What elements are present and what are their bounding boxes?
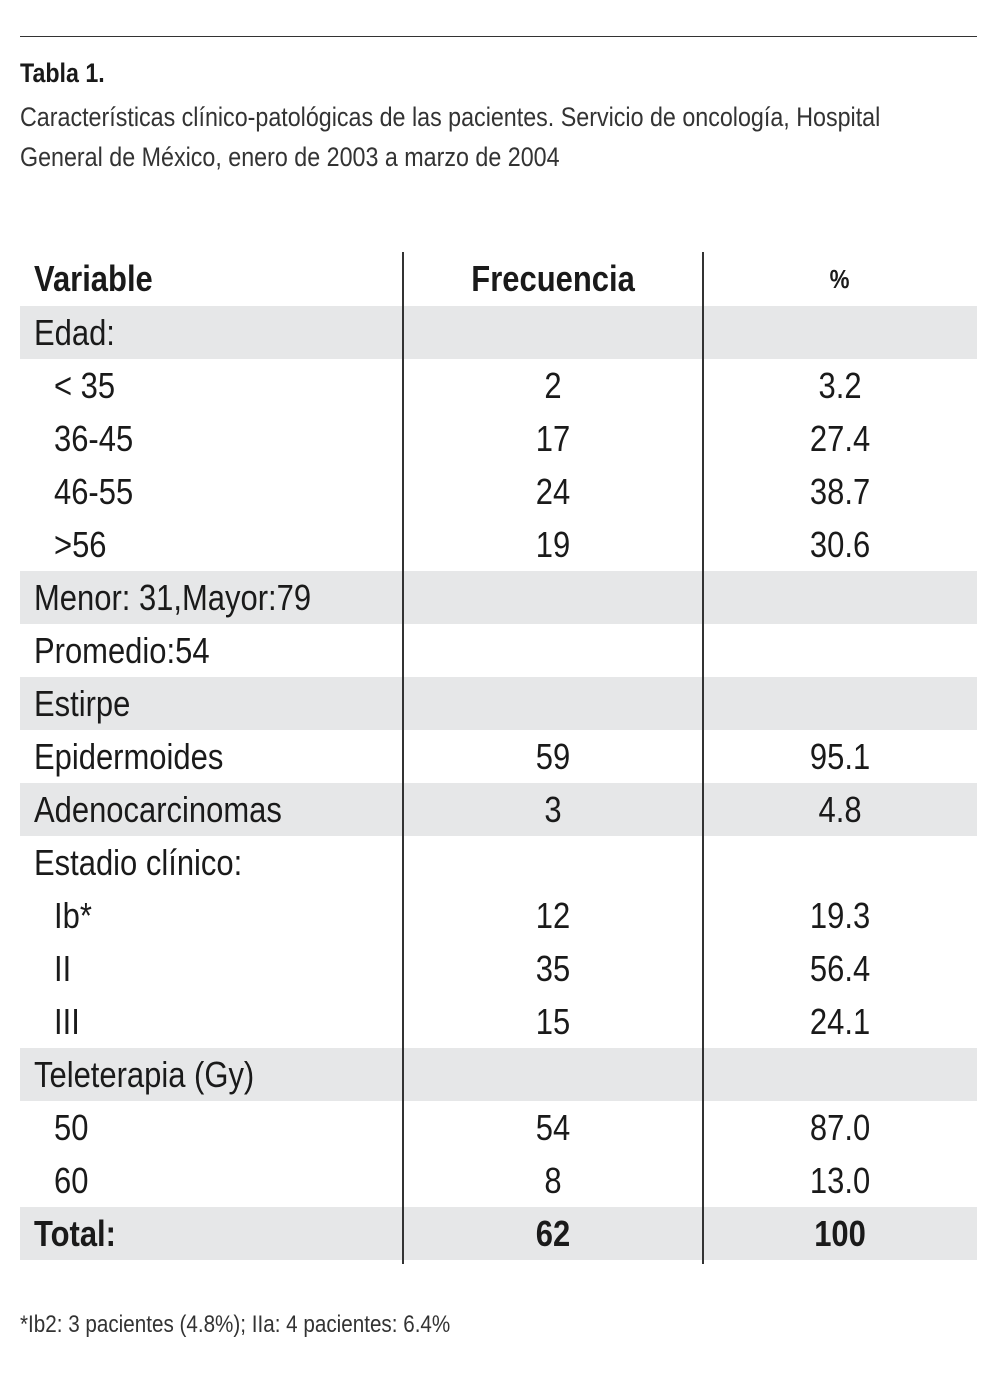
cell-percent [703,1048,977,1101]
header-percent: % [830,263,850,294]
table-row [20,942,977,995]
cell-frecuencia: 12 [535,894,571,936]
cell-percent: 30.6 [809,523,871,565]
cell-frecuencia [403,624,703,677]
table-total-row [20,1207,977,1260]
cell-frecuencia [403,1048,703,1101]
cell-frecuencia: 35 [535,947,571,989]
cell-percent [703,571,977,624]
caption-line-2: General de México, enero de 2003 a marzo de 2004 [20,142,560,172]
cell-variable: 60 [54,1159,89,1201]
cell-variable: < 35 [54,364,116,406]
cell-percent: 13.0 [809,1159,871,1201]
cell-frecuencia: 8 [544,1159,562,1201]
cell-frecuencia [403,836,703,889]
table-footnote: *Ib2: 3 pacientes (4.8%); IIa: 4 pacientes: 6.4% [20,1311,451,1338]
table-row [20,624,977,677]
cell-variable: III [54,1000,80,1042]
cell-frecuencia [403,571,703,624]
cell-frecuencia: 59 [535,735,571,777]
total-frecuencia: 62 [535,1212,571,1254]
cell-variable: Estirpe [34,682,131,724]
column-divider-2 [702,252,704,1264]
cell-variable: 50 [54,1106,89,1148]
table-row [20,306,977,359]
cell-variable: Ib* [54,894,92,936]
cell-frecuencia: 17 [535,417,571,459]
table-row [20,783,977,836]
table-caption-text [20,97,977,177]
table-row [20,1101,977,1154]
table-caption-label: Tabla 1. [20,58,105,88]
cell-percent: 56.4 [809,947,871,989]
cell-percent: 27.4 [809,417,871,459]
cell-percent [703,677,977,730]
cell-frecuencia: 19 [535,523,571,565]
table-row [20,677,977,730]
cell-variable: Adenocarcinomas [34,788,282,830]
cell-frecuencia: 2 [544,364,562,406]
cell-percent: 87.0 [809,1106,871,1148]
cell-percent: 24.1 [809,1000,871,1042]
cell-percent [703,306,977,359]
cell-variable: 36-45 [54,417,134,459]
table-row [20,412,977,465]
cell-frecuencia [403,677,703,730]
cell-variable: Teleterapia (Gy) [34,1053,255,1095]
cell-percent: 19.3 [809,894,871,936]
cell-variable: >56 [54,523,107,565]
table-row [20,730,977,783]
cell-variable: Edad: [34,311,115,353]
top-rule [20,36,977,37]
cell-percent: 95.1 [809,735,871,777]
table-row [20,518,977,571]
cell-variable: II [54,947,72,989]
characteristics-table [20,252,977,1260]
cell-frecuencia: 24 [535,470,571,512]
column-divider-1 [402,252,404,1264]
cell-percent [703,624,977,677]
table-header-row [20,252,977,306]
caption-line-1: Características clínico-patológicas de las pacientes. Servicio de oncología, Hospital [20,102,881,132]
cell-variable: Epidermoides [34,735,224,777]
cell-percent [703,836,977,889]
cell-frecuencia: 54 [535,1106,571,1148]
cell-percent: 4.8 [818,788,862,830]
table-row [20,359,977,412]
table-row [20,995,977,1048]
cell-variable: 46-55 [54,470,134,512]
cell-variable: Promedio:54 [34,629,210,671]
table-row [20,1048,977,1101]
table-row [20,836,977,889]
table-row [20,1154,977,1207]
total-variable: Total: [34,1212,116,1254]
cell-variable: Menor: 31,Mayor:79 [34,576,312,618]
cell-frecuencia [403,306,703,359]
total-percent: 100 [814,1212,866,1254]
cell-frecuencia: 15 [535,1000,571,1042]
cell-frecuencia: 3 [544,788,562,830]
cell-percent: 38.7 [809,470,871,512]
table-row [20,571,977,624]
table-row [20,889,977,942]
cell-percent: 3.2 [818,364,862,406]
cell-variable: Estadio clínico: [34,841,243,883]
table-row [20,465,977,518]
header-variable: Variable [34,258,153,299]
header-frecuencia: Frecuencia [471,258,635,299]
